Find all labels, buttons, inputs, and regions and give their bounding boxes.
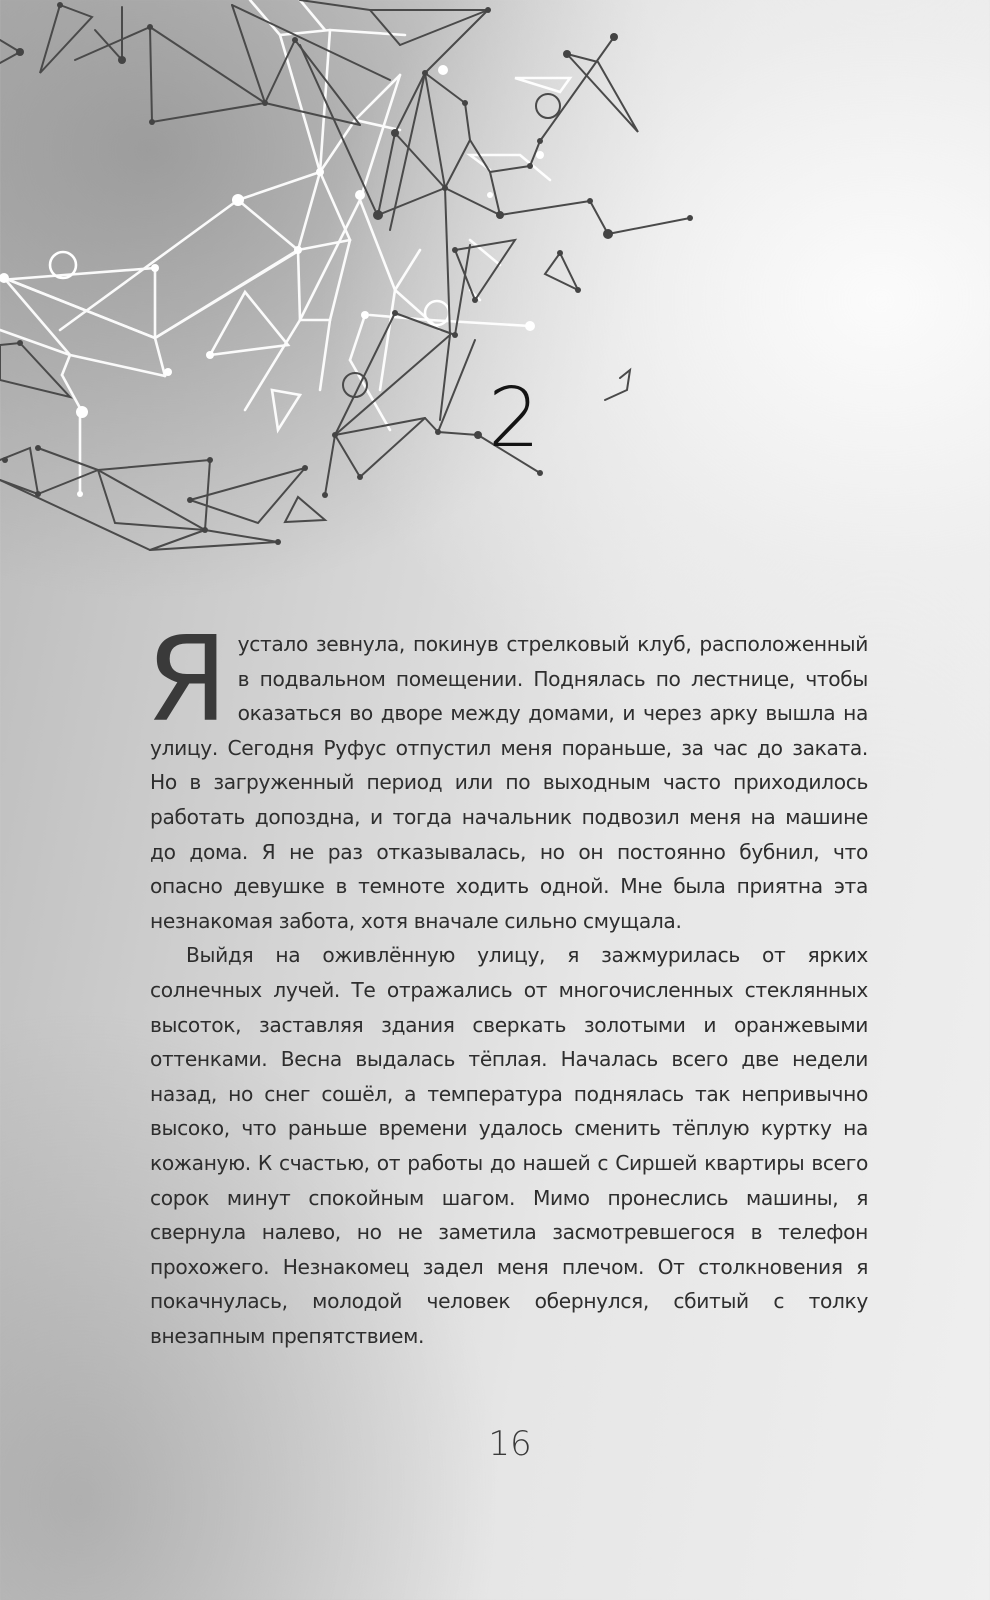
- dark-constellation: [0, 0, 690, 550]
- chapter-body: [146, 610, 868, 1353]
- paragraph-1-text: устало зевнула, покинув стрелковый клуб, расположенный в подвальном помещении. Поднялась по лестнице, чтобы оказаться во дворе между домами, и через арку вышла на улицу. Сегодня Руфус отпустил меня пораньше, за час до заката. Но в загруженный период или по выходным часто приходилось работать допоздна, и тогда начальник подвозил меня на машине до дома. Я не раз отказывалась, но он постоянно бубнил, что опасно девушке в темноте ходить одной. Мне была приятна эта незнакомая забота, хотя вначале сильно смущала.: [150, 632, 868, 933]
- chapter-number: 2: [488, 371, 541, 466]
- constellation-illustration: [0, 0, 720, 560]
- paragraph-2: Выйдя на оживлённую улицу, я зажмурилась от ярких солнечных лучей. Те отражались от многочисленных стеклянных высоток, заставляя здания сверкать золотыми и оранжевыми оттенками. Весна выдалась тёплая. Началась всего две недели назад, но снег сошёл, а температура поднялась так непривычно высоко, что раньше времени удалось сменить тёплую куртку на кожаную. К счастью, от работы до нашей с Сиршей квартиры всего сорок минут спокойным шагом. Мимо пронеслись машины, я свернула налево, но не заметила засмотревшегося в телефон прохожего. Незнакомец задел меня плечом. От столкновения я покачнулась, молодой человек обернулся, сбитый с толку внезапным препятствием.: [150, 943, 868, 1348]
- white-rings: [50, 252, 449, 325]
- white-constellation: [0, 0, 570, 495]
- drop-cap: Я: [146, 610, 228, 748]
- page-number: 16: [488, 1424, 532, 1464]
- white-nodes: [0, 65, 544, 497]
- paragraph-1: [146, 610, 868, 938]
- dark-nodes: [2, 2, 693, 545]
